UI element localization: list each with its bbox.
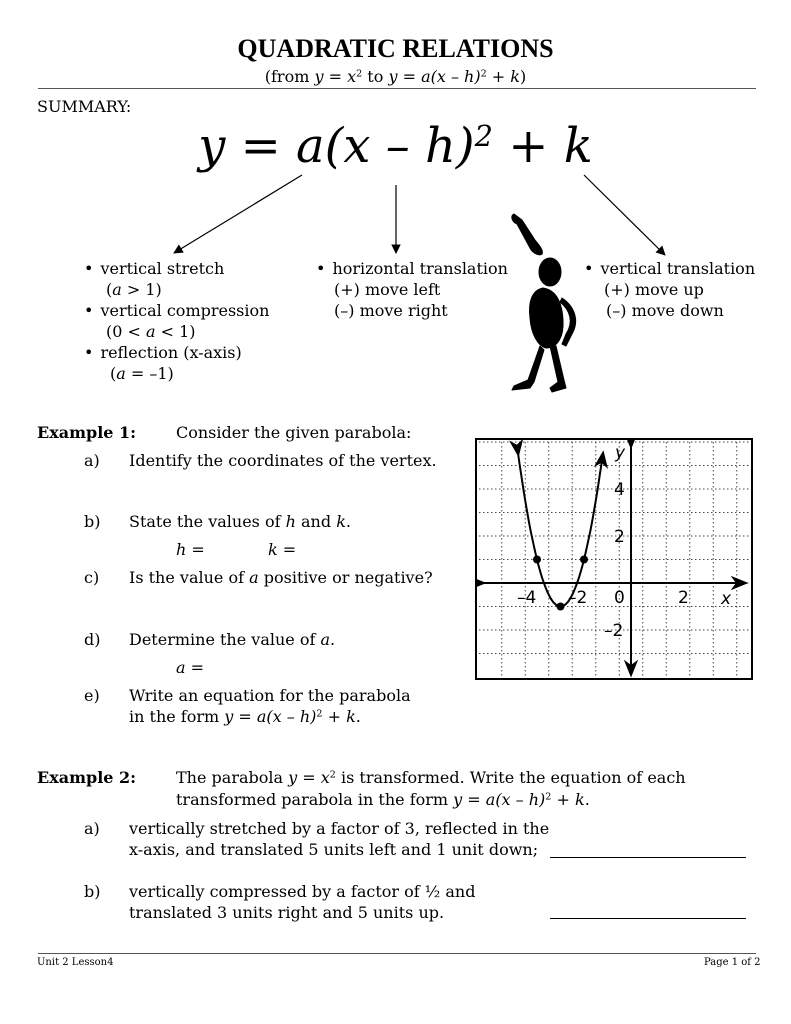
graph-frame: [476, 439, 752, 679]
ex1-b-text: State the values of h and k.: [129, 512, 351, 531]
h-answer-prompt: h =: [176, 540, 205, 559]
ex2-b-letter: b): [84, 882, 101, 901]
page-title: QUADRATIC RELATIONS: [237, 34, 554, 63]
a-parameter-notes: • vertical stretch (a > 1) • vertical compression (0 < a < 1) • reflection (x-axis) (a = –1): [84, 258, 269, 384]
tick-label-y-pos4: 4: [614, 480, 625, 500]
tick-label-x-neg4: –4: [517, 588, 537, 608]
summary-arrows: [0, 0, 791, 270]
example2-prompt-line1: The parabola $y = x^2$ is transformed. Write the equation of each: [176, 768, 686, 787]
tick-label-x-pos2: 2: [678, 588, 689, 608]
ex2-b-answer-line[interactable]: [550, 918, 746, 919]
h-parameter-notes: • horizontal translation (+) move left (–) move right: [316, 258, 508, 321]
footer-page-number: Page 1 of 2: [704, 957, 761, 968]
example2-label: Example 2:: [37, 768, 137, 787]
ex1-c-letter: c): [84, 568, 100, 587]
tick-label-y-pos2: 2: [614, 527, 625, 547]
example2-prompt-line2: transformed parabola in the form y = a(x – h)$^2$ + k.: [176, 790, 590, 809]
example1-prompt: Consider the given parabola:: [176, 423, 412, 442]
y-axis-label: y: [615, 443, 626, 463]
parabola-graph: [475, 438, 753, 680]
ex1-e-letter: e): [84, 686, 100, 705]
ex2-a-line1: vertically stretched by a factor of 3, reflected in the: [129, 819, 550, 838]
ex1-d-letter: d): [84, 630, 101, 649]
tick-label-x-zero: 0: [614, 588, 625, 608]
ex1-a-text: Identify the coordinates of the vertex.: [129, 451, 437, 470]
pointing-stick-figure-icon: [500, 210, 590, 395]
summary-formula: y = a(x – h)$^2$ + k: [198, 118, 593, 174]
arrow-to-a: [174, 175, 302, 253]
ex2-a-line2: x-axis, and translated 5 units left and 1 unit down;: [129, 840, 539, 859]
point-right: [580, 556, 588, 564]
ex1-e-line2: in the form y = a(x – h)$^2$ + k.: [129, 707, 361, 726]
k-parameter-notes: • vertical translation (+) move up (–) move down: [584, 258, 755, 321]
footer-unit-lesson: Unit 2 Lesson4: [37, 957, 114, 968]
page-subtitle: (from $y = x^2$ to y = a(x – h)$^2$ + k): [264, 67, 527, 86]
tick-label-y-neg2: –2: [604, 621, 624, 641]
point-vertex: [557, 603, 565, 611]
point-left: [533, 556, 541, 564]
arrow-to-k: [584, 175, 665, 255]
a-answer-prompt: a =: [176, 658, 205, 677]
ex1-b-letter: b): [84, 512, 101, 531]
ex1-c-text: Is the value of a positive or negative?: [129, 568, 433, 587]
ex1-a-letter: a): [84, 451, 100, 470]
example1-label: Example 1:: [37, 423, 137, 442]
k-answer-prompt: k =: [268, 540, 297, 559]
ex2-a-answer-line[interactable]: [550, 857, 746, 858]
footer-divider: [38, 953, 756, 954]
summary-label: SUMMARY:: [37, 97, 132, 116]
ex2-b-line2: translated 3 units right and 5 units up.: [129, 903, 445, 922]
tick-label-x-neg2: –2: [568, 588, 588, 608]
x-axis-label: x: [721, 589, 732, 609]
ex1-d-text: Determine the value of a.: [129, 630, 336, 649]
ex2-b-line1: vertically compressed by a factor of ½ and: [129, 882, 476, 901]
ex1-e-line1: Write an equation for the parabola: [129, 686, 411, 705]
ex2-a-letter: a): [84, 819, 100, 838]
